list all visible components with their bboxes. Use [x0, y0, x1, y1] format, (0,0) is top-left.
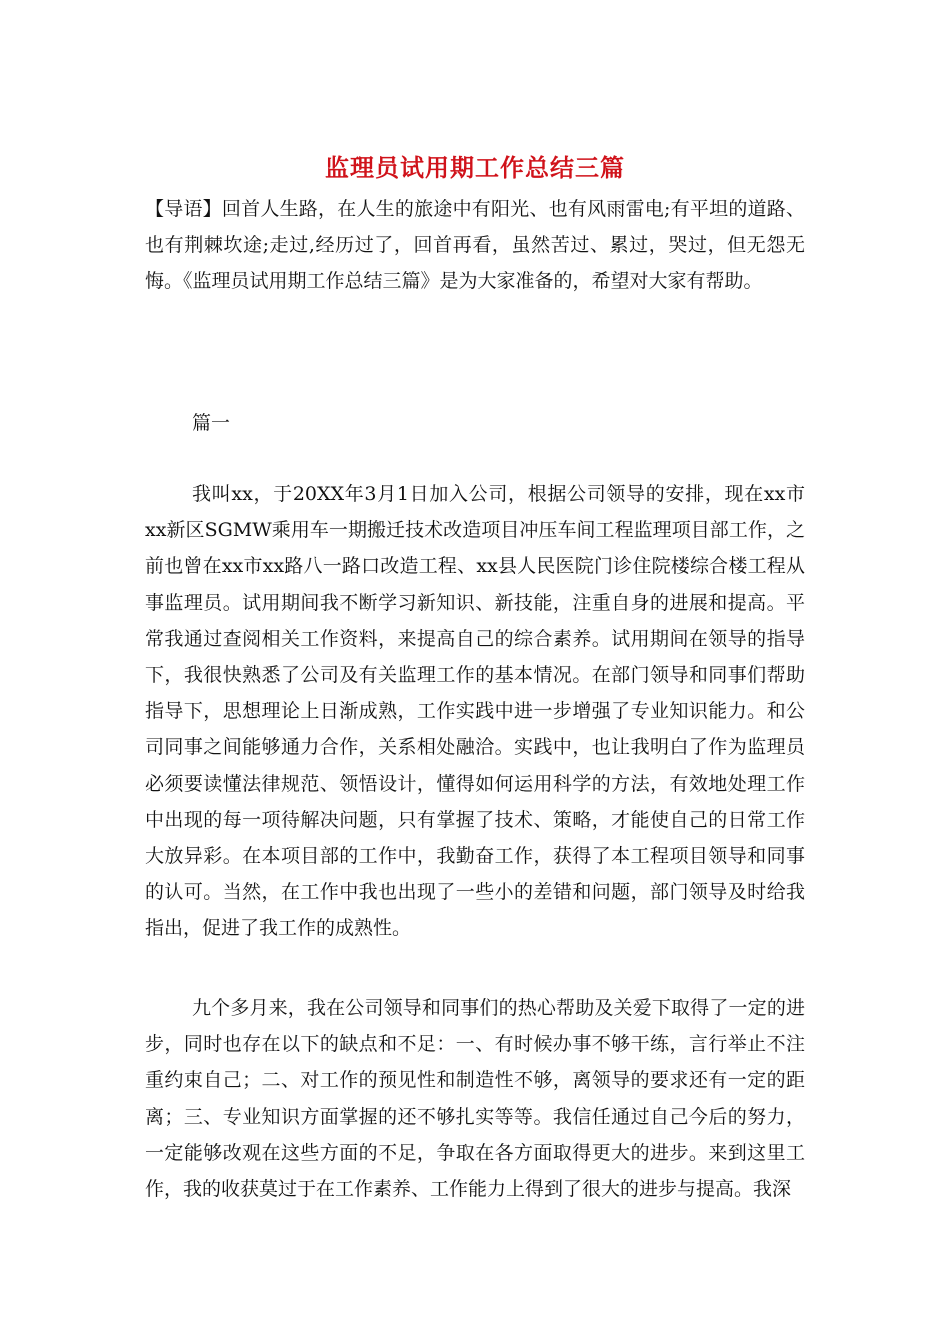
intro-paragraph: 【导语】回首人生路，在人生的旅途中有阳光、也有风雨雷电;有平坦的道路、也有荆棘坎途;走过,经历过了，回首再看，虽然苦过、累过，哭过，但无怨无悔。《监理员试用期工作总结三篇》是为大家准备的，希望对大家有帮助。: [145, 198, 805, 293]
section-heading: 篇一: [192, 412, 231, 434]
document-title: 监理员试用期工作总结三篇: [325, 153, 625, 182]
body-paragraph-1: 我叫xx，于20XX年3月1日加入公司，根据公司领导的安排，现在xx市xx新区SGMW乘用车一期搬迁技术改造项目冲压车间工程监理项目部工作，之前也曾在xx市xx路八一路口改造工程、xx县人民医院门诊住院楼综合楼工程从事监理员。试用期间我不断学习新知识、新技能，注重自身的进展和提高。平常我通过查阅相关工作资料，来提高自己的综合素养。试用期间在领导的指导下，我很快熟悉了公司及有关监理工作的基本情况。在部门领导和同事们帮助指导下，思想理论上日渐成熟，工作实践中进一步增强了专业知识能力。和公司同事之间能够通力合作，关系相处融洽。实践中，也让我明白了作为监理员必须要读懂法律规范、领悟设计，懂得如何运用科学的方法，有效地处理工作中出现的每一项待解决问题，只有掌握了技术、策略，才能使自己的日常工作大放异彩。在本项目部的工作中，我勤奋工作，获得了本工程项目领导和同事的认可。当然，在工作中我也出现了一些小的差错和问题，部门领导及时给我指出，促进了我工作的成熟性。: [145, 483, 805, 940]
body-paragraph-2: 九个多月来，我在公司领导和同事们的热心帮助及关爱下取得了一定的进步，同时也存在以下的缺点和不足：一、有时候办事不够干练，言行举止不注重约束自己；二、对工作的预见性和制造性不够，离领导的要求还有一定的距离；三、专业知识方面掌握的还不够扎实等等。我信任通过自己今后的努力，一定能够改观在这些方面的不足，争取在各方面取得更大的进步。来到这里工作，我的收获莫过于在工作素养、工作能力上得到了很大的进步与提高。我深: [145, 997, 805, 1201]
